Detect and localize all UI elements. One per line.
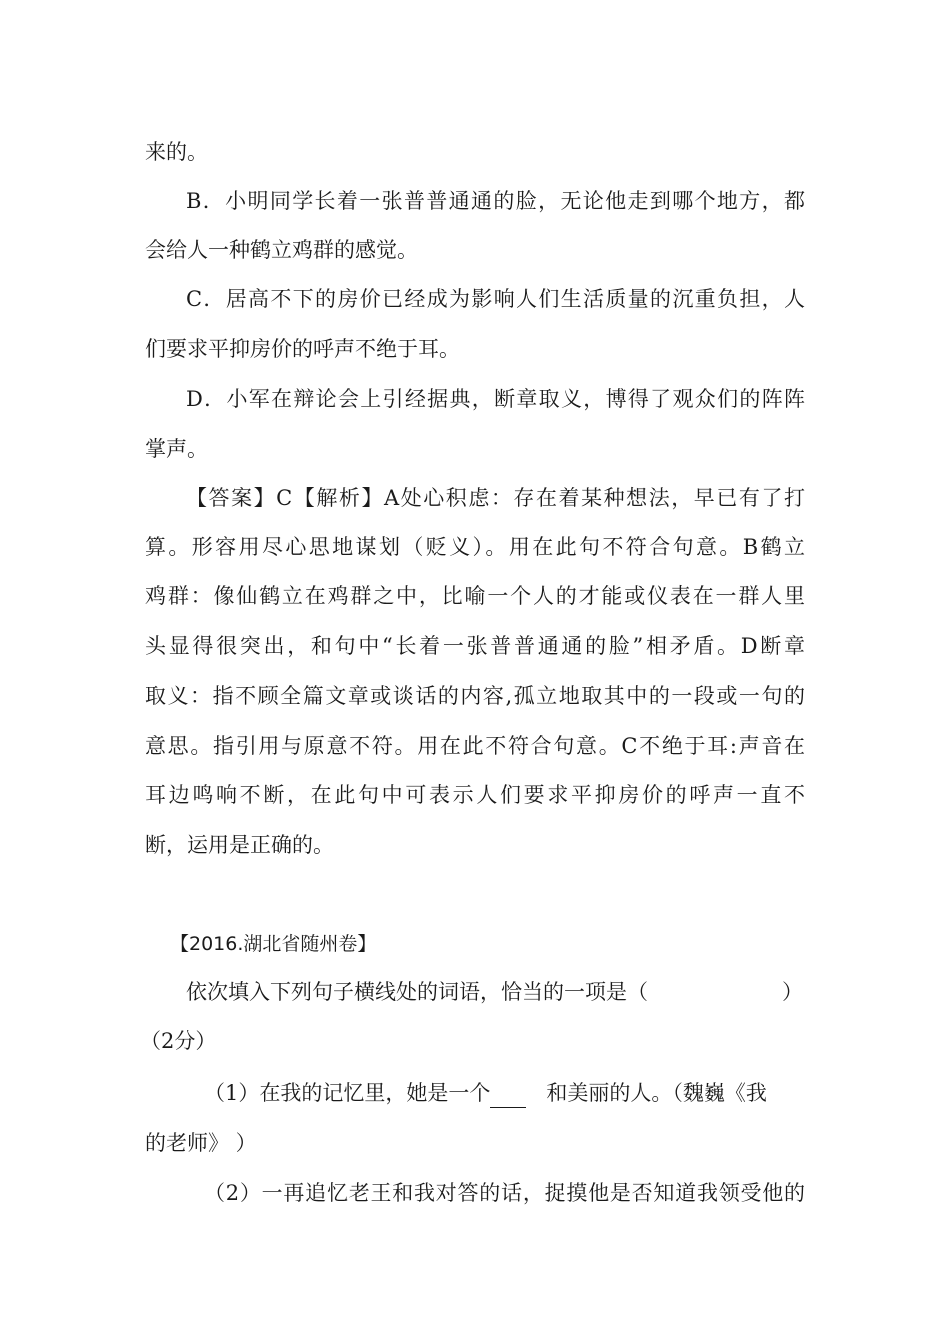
analysis-line: 意思。指引用与原意不符。用在此不符合句意。C不绝于耳:声音在 — [145, 734, 805, 758]
text-line: 们要求平抑房价的呼声不绝于耳。 — [145, 337, 460, 361]
text-line: 会给人一种鹤立鸡群的感觉。 — [145, 238, 418, 262]
answer-line: 【答案】C【解析】A处心积虑：存在着某种想法，早已有了打 — [186, 486, 805, 510]
question-stem — [186, 977, 648, 1007]
analysis-line: 头显得很突出，和句中“长着一张普普通通的脸”相矛盾。D断章 — [145, 634, 805, 658]
question-stem-text: 依次填入下列句子横线处的词语，恰当的一项是（ — [186, 980, 648, 1004]
sentence-1-end: 和美丽的人。（魏巍《我 — [546, 1081, 767, 1105]
text-line: 掌声。 — [145, 437, 208, 461]
analysis-line: 鸡群：像仙鹤立在鸡群之中，比喻一个人的才能或仪表在一群人里 — [145, 584, 805, 608]
analysis-line: 取义：指不顾全篇文章或谈话的内容,孤立地取其中的一段或一句的 — [145, 684, 805, 708]
text-line: 的老师》 ） — [145, 1131, 257, 1155]
option-d-line: D．小军在辩论会上引经据典，断章取义，博得了观众们的阵阵 — [186, 387, 805, 411]
sentence-1 — [204, 1078, 767, 1108]
option-b-line: B．小明同学长着一张普普通通的脸，无论他走到哪个地方，都 — [186, 189, 805, 213]
analysis-line: 算。形容用尽心思地谋划（贬义）。用在此句不符合句意。B鹤立 — [145, 535, 805, 559]
sentence-2: （2）一再追忆老王和我对答的话，捉摸他是否知道我领受他的 — [204, 1181, 805, 1205]
answer-bracket-close: ） — [782, 980, 803, 1004]
analysis-line: 断，运用是正确的。 — [145, 833, 334, 857]
fill-blank[interactable] — [490, 1085, 526, 1108]
sentence-1-start: （1）在我的记忆里，她是一个 — [204, 1081, 491, 1105]
score-label: （2分） — [140, 1029, 217, 1053]
text-line: 来的。 — [145, 140, 208, 164]
section-heading: 【2016.湖北省随州卷】 — [170, 933, 377, 955]
analysis-line: 耳边鸣响不断，在此句中可表示人们要求平抑房价的呼声一直不 — [145, 783, 805, 807]
option-c-line: C．居高不下的房价已经成为影响人们生活质量的沉重负担，人 — [186, 287, 805, 311]
